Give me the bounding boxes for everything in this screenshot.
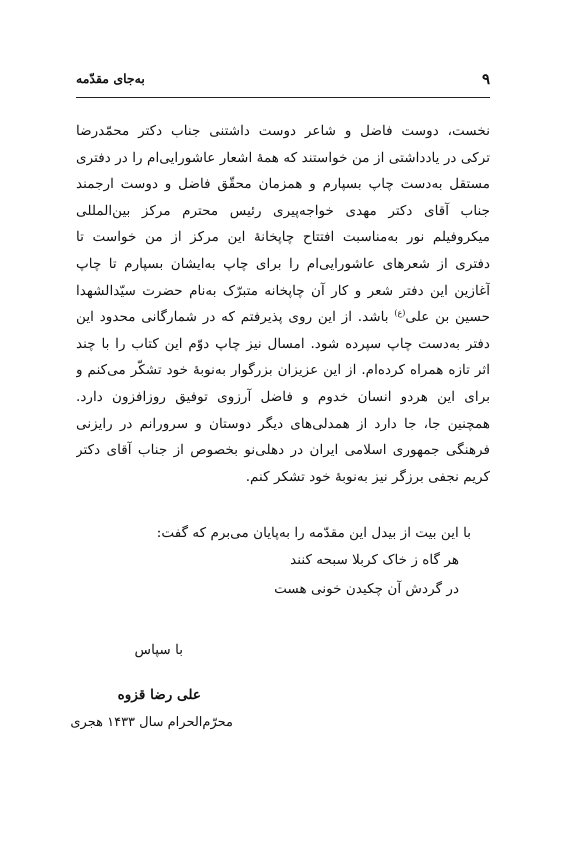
header-divider bbox=[76, 97, 490, 98]
body-line: همچنین جا، جا دارد از همدلی‌های دیگر دوستان و سرورانم در رایزنی bbox=[76, 415, 490, 432]
signature-date: محرّم‌الحرام سال ۱۴۳۳ هجری bbox=[70, 715, 233, 730]
body-line-last: کریم نجفی برزگر نیز به‌نوبهٔ خود تشکر کنم. bbox=[245, 468, 490, 485]
body-line: برای این هردو انسان خدوم و فاضل آرزوی توفیق روزافزون دارد. bbox=[76, 388, 490, 405]
body-line: دفتری از شعرهای عاشورایی‌ام را برای چاپ به‌ایشان بسپارم تا چاپ bbox=[76, 255, 490, 272]
body-line: آغازین این دفتر شعر و کار آن چاپخانه متبرّک به‌نام حضرت سیّدالشهدا bbox=[76, 282, 490, 299]
body-line: فرهنگی جمهوری اسلامی ایران در دهلی‌نو بخصوص از جناب آقای دکتر bbox=[76, 442, 490, 459]
body-line: دفتر به‌دست چاپ سپرده شود. امسال نیز چاپ دوّم این کتاب را با چند bbox=[76, 335, 490, 352]
author-signature: علی رضا قزوه bbox=[117, 687, 201, 703]
honorific-mark: (ع) bbox=[394, 308, 406, 318]
running-header bbox=[76, 70, 490, 88]
line-rest: باشد. از این روی پذیرفتم که در شمارگانی محدود این bbox=[76, 309, 389, 326]
verse-hemistich-2: در گردش آن چکیدن خونی هست bbox=[274, 581, 459, 597]
body-line: میکروفیلم نور به‌مناسبت افتتاح چاپخانهٔ این مرکز از من خواست تا bbox=[76, 229, 490, 246]
body-line: نخست، دوست فاضل و شاعر دوست داشتنی جناب دکتر محمّدرضا bbox=[76, 123, 490, 139]
verse-intro: با این بیت از بیدل این مقدّمه را به‌پایان می‌برم که گفت: bbox=[156, 525, 471, 541]
body-line: جناب آقای دکتر مهدی خواجه‌پیری رئیس محترم مرکز بین‌المللی bbox=[76, 202, 490, 219]
page-number: ۹ bbox=[481, 70, 490, 88]
body-line: ترکی در یادداشتی از من خواستند که همهٔ اشعار عاشورایی‌ام را در دفتری bbox=[76, 149, 490, 166]
closing-thanks: با سپاس bbox=[134, 642, 183, 658]
verse-hemistich-1: هر گاه ز خاک کربلا سبحه کنند bbox=[290, 552, 459, 568]
line-prefix: حسین بن علی bbox=[405, 309, 490, 326]
body-line-with-honorific bbox=[76, 304, 490, 331]
body-line: مستقل به‌دست چاپ بسپارم و همزمان محقّق فاضل و دوست ارجمند bbox=[76, 176, 490, 193]
body-paragraph bbox=[76, 118, 490, 490]
body-line: اثر تازه همراه کرده‌ام. از این عزیزان بزرگوار به‌نوبهٔ خود تشکّر می‌کنم و bbox=[76, 362, 490, 379]
section-title: به‌جای مقدّمه bbox=[76, 71, 145, 86]
